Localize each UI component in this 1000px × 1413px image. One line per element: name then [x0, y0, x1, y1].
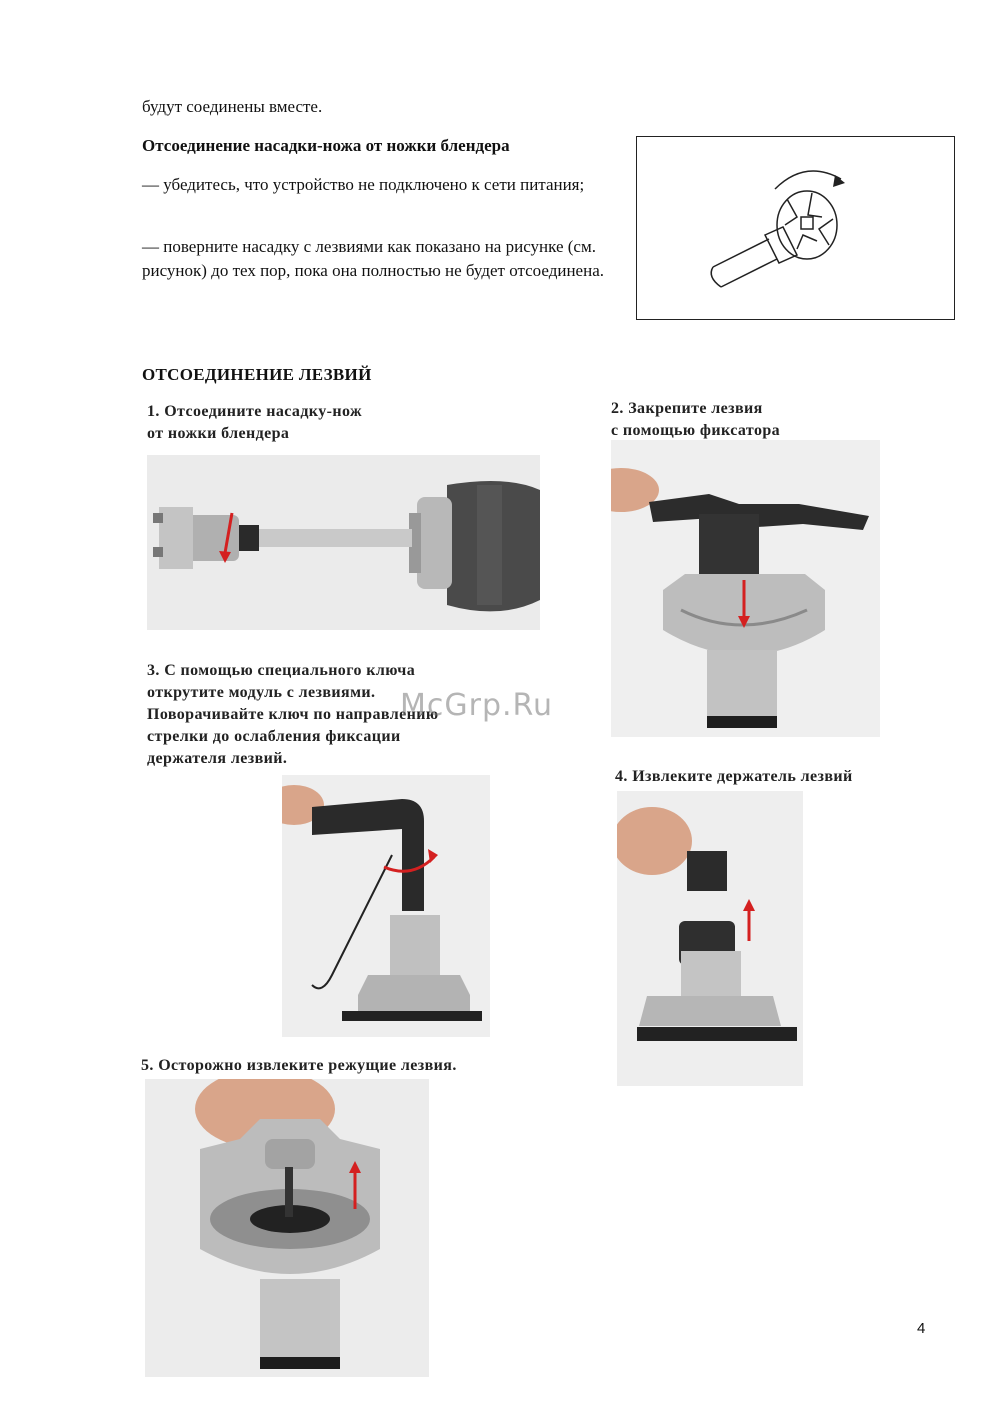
caption-step-2 [611, 398, 780, 442]
caption-step-3-line4: стрелки до ослабления фиксации [147, 728, 401, 745]
section-heading-detach-attachment: Отсоединение насадки-ножа от ножки блендера [142, 136, 510, 155]
photo-step-5 [145, 1079, 429, 1377]
section-heading-blades: ОТСОЕДИНЕНИЕ ЛЕЗВИЙ [142, 365, 372, 384]
caption-step-3-line5: держателя лезвий. [147, 750, 288, 767]
caption-step-1-line2: от ножки блендера [147, 425, 290, 442]
photo-step-1 [147, 455, 540, 630]
photo-step-3 [282, 775, 490, 1037]
rotation-diagram-drawing [637, 137, 954, 319]
page-number: 4 [917, 1320, 926, 1337]
detach-diagram [636, 136, 955, 320]
cutting-blades-illustration [145, 1079, 429, 1377]
rotation-arrow-head-icon [833, 175, 845, 187]
caption-step-3-line2: открутите модуль с лезвиями. [147, 684, 376, 701]
photo-step-2 [611, 440, 880, 737]
watermark-text: McGrp.Ru [400, 688, 554, 723]
step-rotate: — поверните насадку с лезвиями как показано на рисунке (см. рисунок) до тех пор, пока она полностью не будет отсоединена. [142, 237, 604, 280]
caption-step-2-line2: с помощью фиксатора [611, 422, 781, 439]
caption-step-4: 4. Извлеките держатель лезвий [615, 768, 853, 785]
blender-leg-illustration [147, 455, 540, 630]
caption-step-3 [147, 660, 438, 770]
caption-step-2-line1: 2. Закрепите лезвия [611, 400, 763, 417]
caption-step-1 [147, 401, 362, 445]
blade-holder-illustration [617, 791, 803, 1086]
caption-step-5: 5. Осторожно извлеките режущие лезвия. [141, 1057, 457, 1074]
caption-step-3-line1: 3. С помощью специального ключа [147, 662, 416, 679]
special-key-illustration [282, 775, 490, 1037]
caption-step-1-line1: 1. Отсоедините насадку-нож [147, 403, 362, 420]
intro-text: будут соединены вместе. [142, 97, 323, 116]
locking-tool-illustration [611, 440, 880, 737]
caption-step-3-line3: Поворачивайте ключ по направлению [147, 706, 439, 723]
photo-step-4 [617, 791, 803, 1086]
step-unplug: — убедитесь, что устройство не подключено к сети питания; [142, 175, 585, 194]
